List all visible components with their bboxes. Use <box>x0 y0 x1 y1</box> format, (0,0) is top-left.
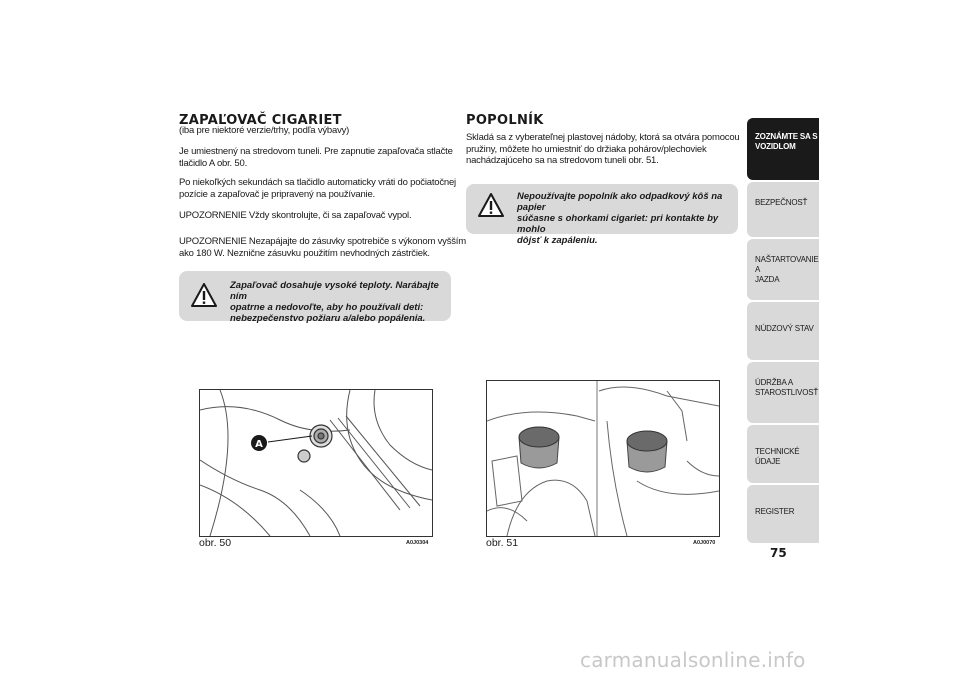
section-heading-cigarette-lighter: ZAPAĽOVAČ CIGARIET <box>179 113 342 128</box>
section-heading-ashtray: POPOLNÍK <box>466 113 544 128</box>
warning-text: Zapaľovač dosahuje vysoké teploty. Narábajte ním opatrne a nedovoľte, aby ho používali deti: nebezpečenstvo požiaru a/alebo popálenia. <box>230 280 439 324</box>
watermark: carmanualsonline.info <box>580 648 806 672</box>
paragraph: UPOZORNENIE Vždy skontrolujte, či sa zapaľovač vypol. <box>179 210 412 221</box>
warning-triangle-icon <box>478 193 504 217</box>
paragraph: Skladá sa z vyberateľnej plastovej nádoby, ktorá sa otvára pomocou pružiny, môžete ho umiestniť do držiaka pohárov/plechoviek nachádzajúceho sa na stredovom tuneli obr. 51. <box>466 132 740 166</box>
tab-index[interactable]: REGISTER <box>747 485 819 543</box>
tab-emergency[interactable]: NÚDZOVÝ STAV <box>747 302 819 360</box>
tab-getting-to-know-vehicle[interactable]: ZOZNÁMTE SA S VOZIDLOM <box>747 118 819 180</box>
callout-a-label: A <box>255 439 263 450</box>
warning-box <box>466 184 738 246</box>
warning-triangle-icon <box>191 283 217 307</box>
cigarette-lighter-illustration <box>200 390 432 536</box>
figure-caption: obr. 51 <box>486 537 519 549</box>
warning-box <box>179 271 451 324</box>
tab-starting-and-driving[interactable]: NAŠTARTOVANIE A JAZDA <box>747 239 819 300</box>
warning-text: Nepoužívajte popolník ako odpadkový kôš na papier súčasne s ohorkami cigariet: pri kontakte by mohlo dôjsť k zapáleniu. <box>517 191 723 246</box>
paragraph: Po niekoľkých sekundách sa tlačidlo automaticky vráti do počiatočnej pozície a zapaľovač je pripravený na používanie. <box>179 177 456 200</box>
page-number: 75 <box>770 546 787 560</box>
tab-maintenance[interactable]: ÚDRŽBA A STAROSTLIVOSŤ <box>747 362 819 423</box>
tab-technical-data[interactable]: TECHNICKÉ ÚDAJE <box>747 425 819 483</box>
tab-safety[interactable]: BEZPEČNOSŤ <box>747 182 819 237</box>
paragraph: UPOZORNENIE Nezapájajte do zásuvky spotrebiče s výkonom vyšším ako 180 W. Neznične zásuvku použitím nevhodných zástrčiek. <box>179 236 466 259</box>
ashtray-illustration <box>487 381 719 536</box>
figure-cigarette-lighter <box>199 389 433 537</box>
figure-code: A0J0070 <box>693 540 716 546</box>
figure-caption: obr. 50 <box>199 537 232 549</box>
figure-ashtray <box>486 380 720 537</box>
paragraph: Je umiestnený na stredovom tuneli. Pre zapnutie zapaľovača stlačte tlačidlo A obr. 50. <box>179 146 453 169</box>
section-subheading: (iba pre niektoré verzie/trhy, podľa výbavy) <box>179 125 350 136</box>
figure-code: A0J0304 <box>406 540 429 546</box>
